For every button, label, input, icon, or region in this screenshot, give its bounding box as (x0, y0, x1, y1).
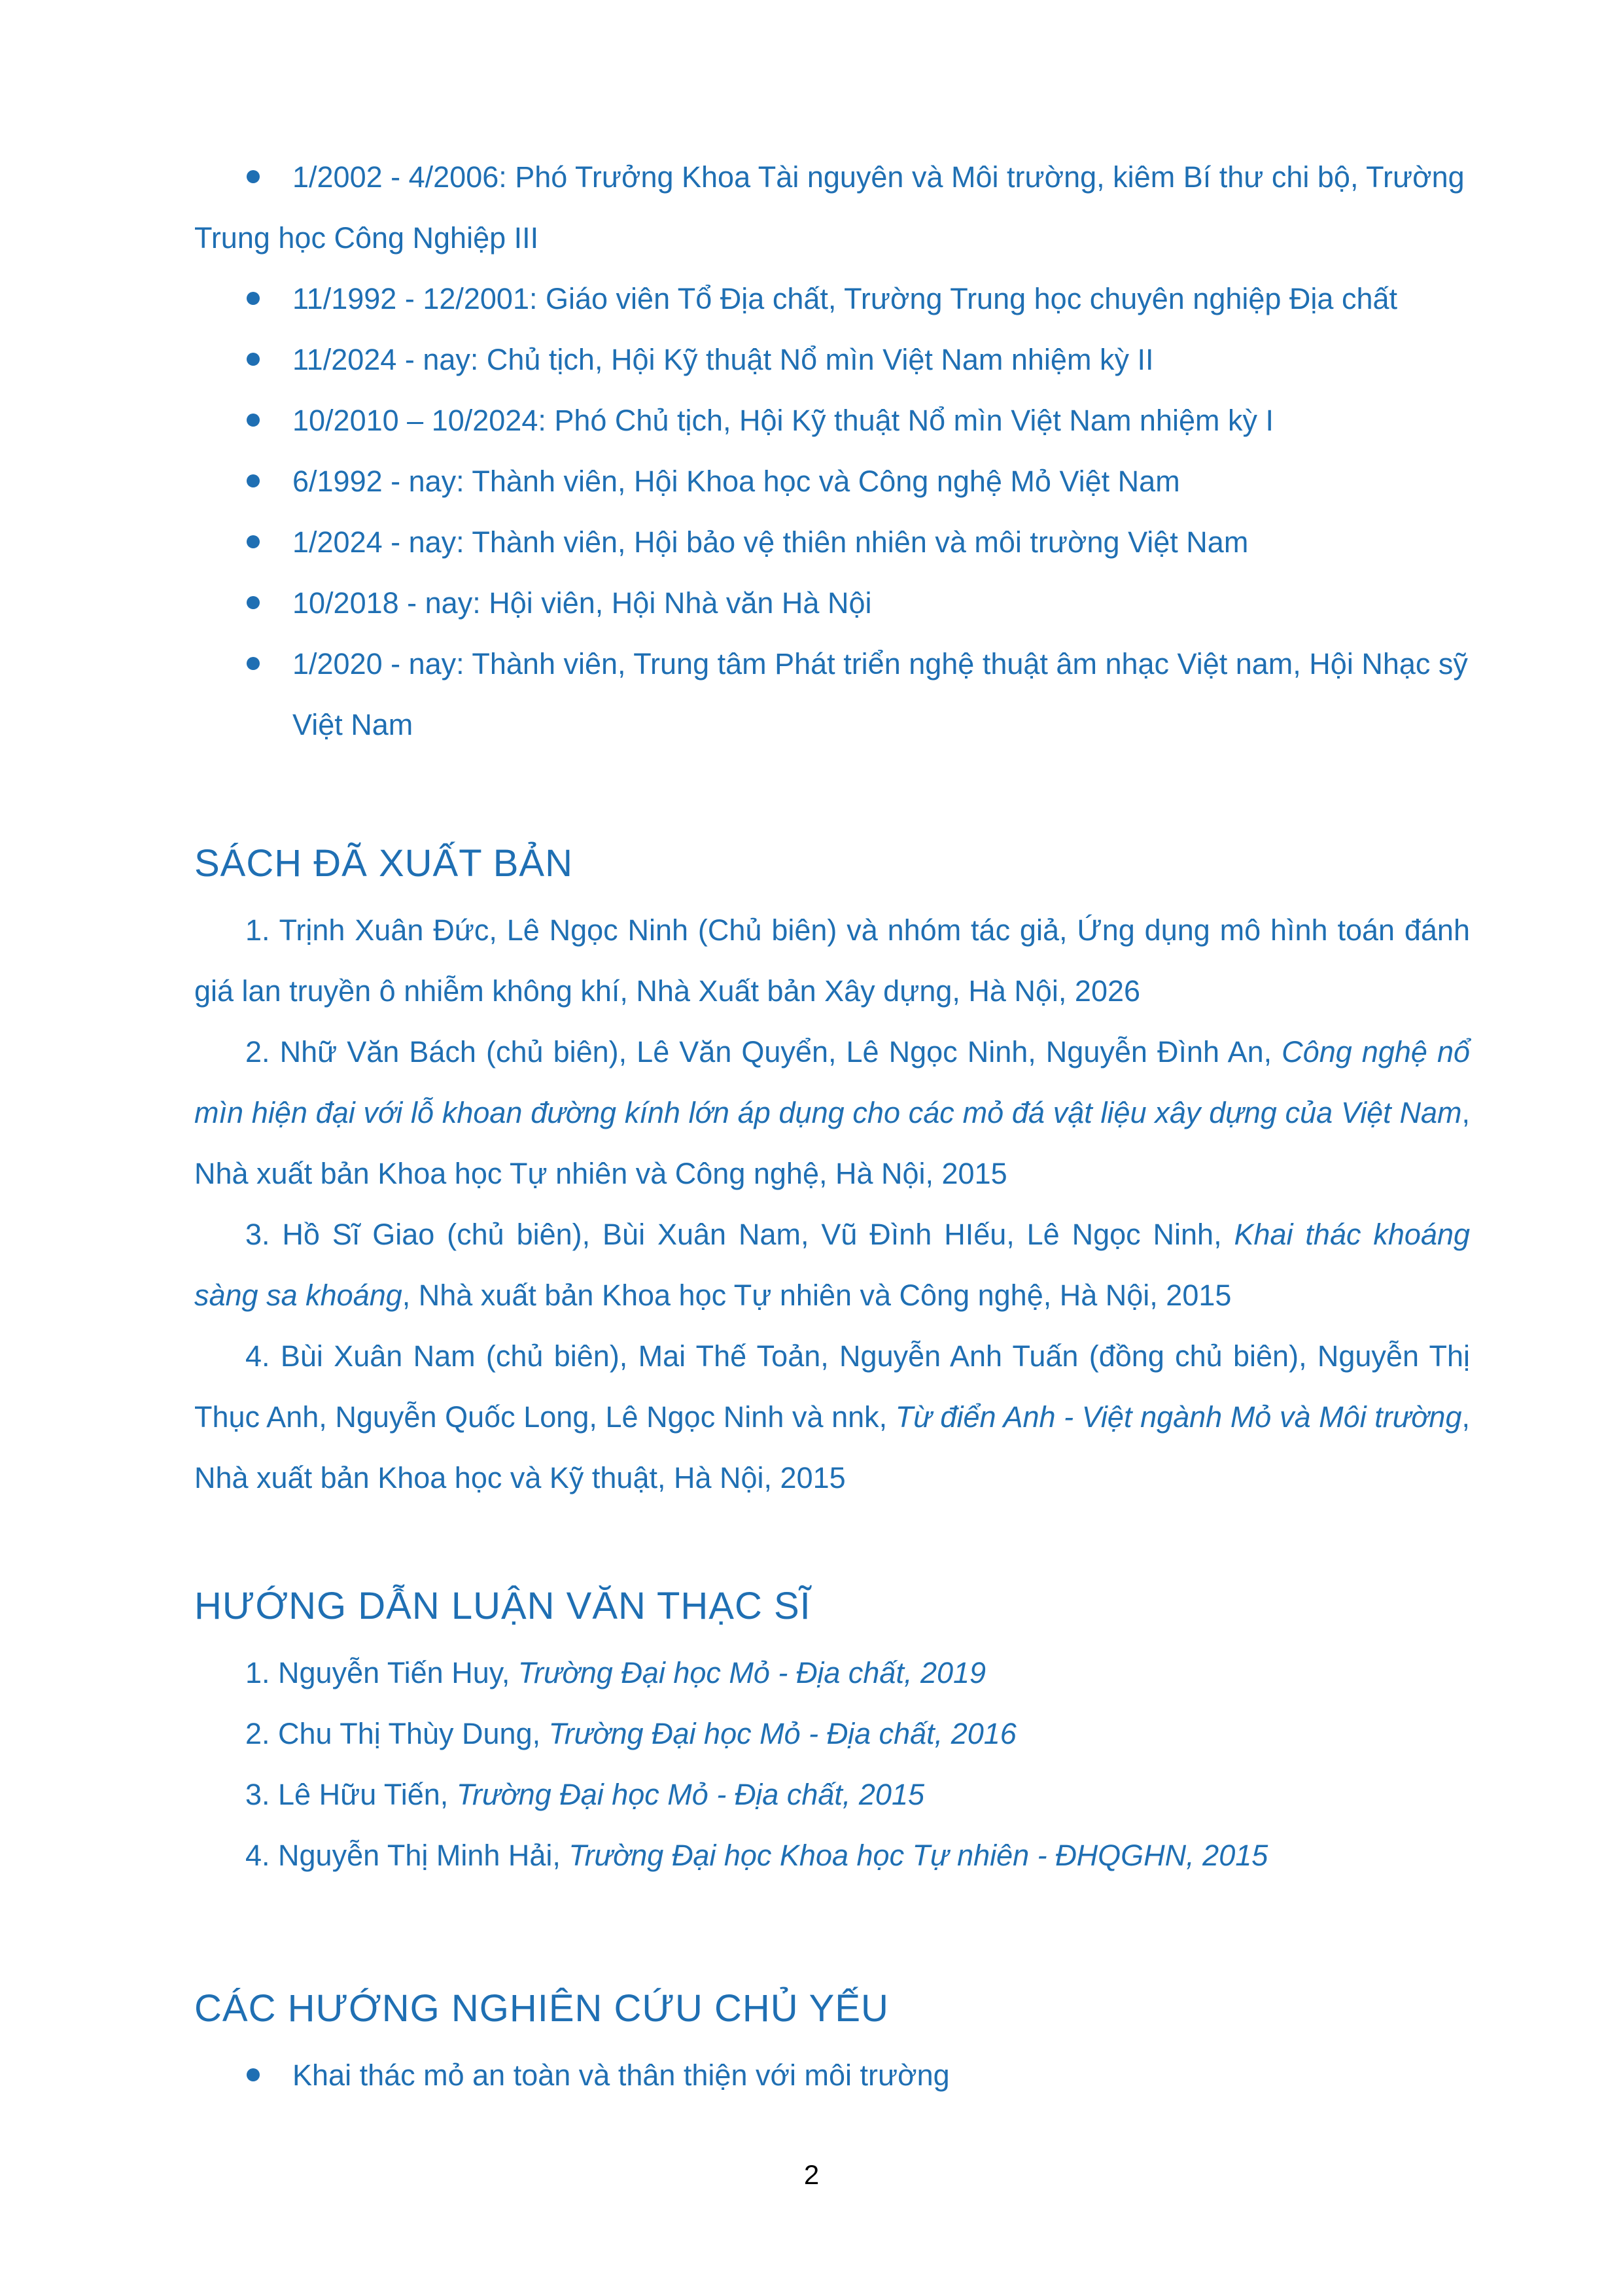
list-item-text: 10/2018 - nay: Hội viên, Hội Nhà văn Hà Nội (292, 586, 872, 620)
section-heading-theses: HƯỚNG DẪN LUẬN VĂN THẠC SĨ (194, 1585, 811, 1627)
list-item (194, 390, 1470, 451)
list-item (194, 147, 1470, 268)
list-item (194, 451, 1470, 512)
bullet-icon (247, 596, 260, 609)
book-publisher: , Nhà xuất bản Khoa học và Kỹ thuật, Hà Nội, 2015 (194, 1400, 1470, 1494)
book-title: Khai thác khoáng sàng sa khoáng (194, 1218, 1470, 1312)
book-authors: 4. Bùi Xuân Nam (chủ biên), Mai Thế Toản, Nguyễn Anh Tuấn (đồng chủ biên), Nguyễn Thị Thục Anh, Nguyễn Quốc Long, Lê Ngọc Ninh và nnk, (194, 1339, 1470, 1434)
list-item (194, 512, 1470, 573)
book-publisher: , Nhà xuất bản Khoa học Tự nhiên và Công nghệ, Hà Nội, 2015 (194, 1096, 1470, 1190)
list-item (194, 268, 1470, 329)
book-authors: 3. Hồ Sĩ Giao (chủ biên), Bùi Xuân Nam, Vũ Đình HIếu, Lê Ngọc Ninh, (245, 1218, 1234, 1251)
bullet-icon (247, 353, 260, 366)
bullet-icon (247, 170, 260, 183)
book-authors: 2. Nhữ Văn Bách (chủ biên), Lê Văn Quyển, Lê Ngọc Ninh, Nguyễn Đình An, (245, 1035, 1282, 1069)
section-heading-books: SÁCH ĐÃ XUẤT BẢN (194, 842, 573, 885)
list-item-text: 1/2020 - nay: Thành viên, Trung tâm Phát triển nghệ thuật âm nhạc Việt nam, Hội Nhạc sỹ Việt Nam (292, 647, 1468, 741)
thesis-institution: Trường Đại học Mỏ - Địa chất, 2019 (517, 1656, 986, 1689)
thesis-item (194, 1703, 1470, 1764)
book-item (194, 1204, 1470, 1326)
book-item (194, 1326, 1470, 1508)
book-text: 1. Trịnh Xuân Đức, Lê Ngọc Ninh (Chủ biên) và nhóm tác giả, Ứng dụng mô hình toán đánh giá lan truyền ô nhiễm không khí, Nhà Xuất bản Xây dựng, Hà Nội, 2026 (194, 913, 1470, 1008)
list-item-text: 11/2024 - nay: Chủ tịch, Hội Kỹ thuật Nổ mìn Việt Nam nhiệm kỳ II (292, 343, 1154, 376)
list-item-text: Khai thác mỏ an toàn và thân thiện với môi trường (292, 2058, 950, 2092)
bullet-icon (247, 474, 260, 487)
thesis-student: 3. Lê Hữu Tiến, (245, 1778, 457, 1811)
thesis-student: 2. Chu Thị Thùy Dung, (245, 1717, 549, 1750)
thesis-item (194, 1764, 1470, 1825)
list-item-text: 1/2002 - 4/2006: Phó Trưởng Khoa Tài nguyên và Môi trường, kiêm Bí thư chi bộ, Trường Trung học Công Nghiệp III (194, 160, 1465, 255)
bullet-icon (247, 414, 260, 427)
section-heading-research: CÁC HƯỚNG NGHIÊN CỨU CHỦ YẾU (194, 1987, 889, 2030)
list-item-text: 1/2024 - nay: Thành viên, Hội bảo vệ thiên nhiên và môi trường Việt Nam (292, 525, 1249, 559)
thesis-item (194, 1825, 1470, 1886)
book-publisher: , Nhà xuất bản Khoa học Tự nhiên và Công nghệ, Hà Nội, 2015 (402, 1279, 1232, 1312)
thesis-institution: Trường Đại học Mỏ - Địa chất, 2016 (548, 1717, 1017, 1750)
thesis-institution: Trường Đại học Mỏ - Địa chất, 2015 (456, 1778, 925, 1811)
book-title: Từ điển Anh - Việt ngành Mỏ và Môi trường (895, 1400, 1462, 1434)
list-item-text: 10/2010 – 10/2024: Phó Chủ tịch, Hội Kỹ thuật Nổ mìn Việt Nam nhiệm kỳ I (292, 404, 1274, 437)
thesis-student: 4. Nguyễn Thị Minh Hải, (245, 1839, 569, 1872)
list-item-text: 11/1992 - 12/2001: Giáo viên Tổ Địa chất, Trường Trung học chuyên nghiệp Địa chất (292, 282, 1398, 315)
bullet-icon (247, 292, 260, 305)
thesis-student: 1. Nguyễn Tiến Huy, (245, 1656, 518, 1689)
list-item (194, 573, 1470, 633)
thesis-institution: Trường Đại học Khoa học Tự nhiên - ĐHQGHN, 2015 (568, 1839, 1268, 1872)
bullet-icon (247, 2068, 260, 2081)
list-item (194, 633, 1470, 755)
book-title: Công nghệ nổ mìn hiện đại với lỗ khoan đường kính lớn áp dụng cho các mỏ đá vật liệu xây dựng của Việt Nam (194, 1035, 1470, 1129)
book-item (194, 1021, 1470, 1204)
list-item-text: 6/1992 - nay: Thành viên, Hội Khoa học và Công nghệ Mỏ Việt Nam (292, 465, 1180, 498)
book-item (194, 900, 1470, 1021)
list-item (194, 329, 1470, 390)
thesis-item (194, 1642, 1470, 1703)
bullet-icon (247, 535, 260, 548)
bullet-icon (247, 657, 260, 670)
page-number: 2 (803, 2159, 820, 2190)
list-item (194, 2045, 1470, 2106)
